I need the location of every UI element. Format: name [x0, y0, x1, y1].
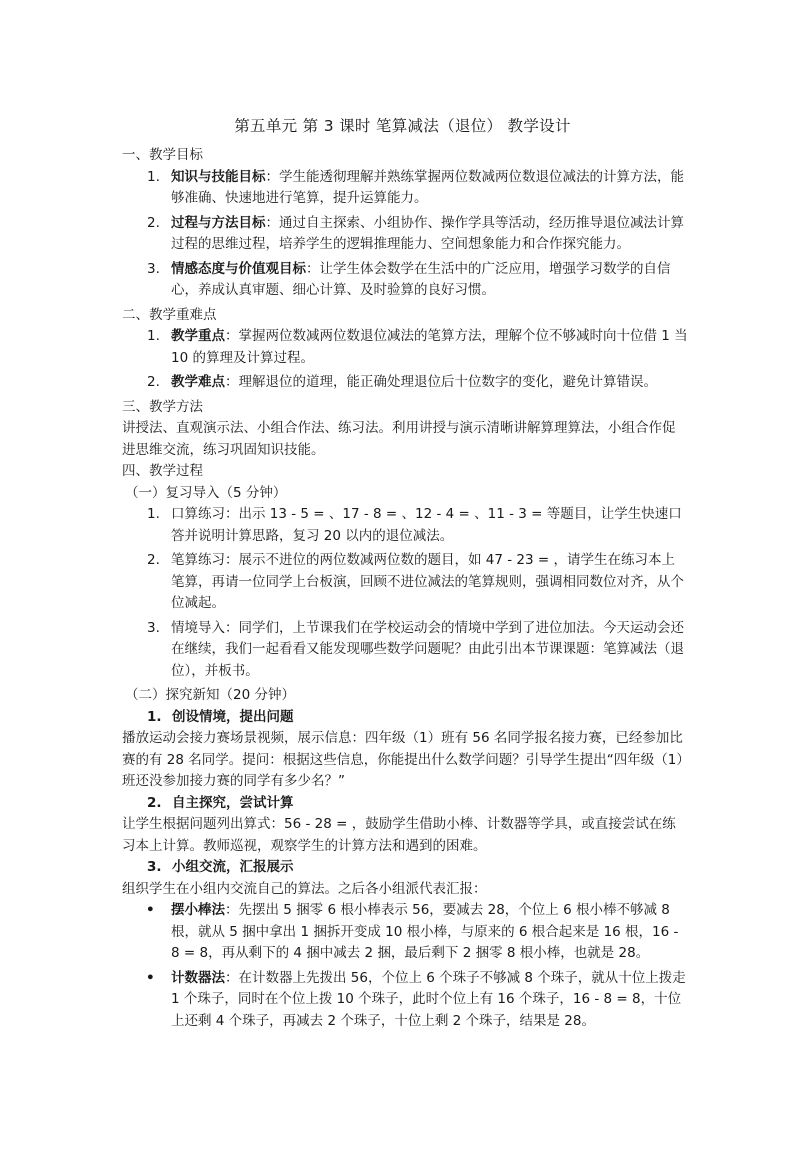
step-title: 小组交流，汇报展示	[172, 859, 294, 875]
step-paragraph: 播放运动会接力赛场景视频，展示信息：四年级（1）班有 56 名同学报名接力赛，已经参加比赛的有 28 名同学。提问：根据这些信息，你能提出什么数学问题？引导学生提出“四年级（1）班还没参加接力赛的同学有多少名？”	[122, 730, 684, 789]
item-text: 口算练习：出示 13 - 5 = 、17 - 8 = 、12 - 4 = 、11 - 3 = 等题目，让学生快速口答并说明计算思路，复习 20 以内的退位减法。	[171, 506, 682, 544]
step-heading	[122, 857, 688, 879]
list-item	[122, 968, 688, 1033]
item-text: ：先摆出 5 捆零 6 根小棒表示 56，要减去 28，个位上 6 根小棒不够减 8 根，就从 5 捆中拿出 1 捆拆开变成 10 根小棒，与原来的 6 根合起来是 16 根，16 - 8 = 8，再从剩下的 4 捆中减去 2 捆，最后剩下 2 捆零 8 根小棒，也就是 28。	[171, 902, 679, 961]
document-body	[122, 145, 688, 1035]
item-number: 3.	[147, 619, 160, 636]
item-label: 计数器法	[171, 969, 225, 986]
item-label: 过程与方法目标	[171, 214, 266, 231]
item-text: ：让学生体会数学在生活中的广泛应用，增强学习数学的自信心，养成认真审题、细心计算、及时验算的良好习惯。	[171, 260, 671, 298]
item-label: 情感态度与价值观目标	[171, 260, 306, 277]
item-text: 笔算练习：展示不进位的两位数减两位数的题目，如 47 - 23 = ，请学生在练习本上笔算，再请一位同学上台板演，回顾不进位减法的笔算规则，强调相同数位对齐，从个位减起。	[171, 552, 684, 611]
item-text: 情境导入：同学们，上节课我们在学校运动会的情境中学到了进位加法。今天运动会还在继续，我们一起看看又能发现哪些数学问题呢？由此引出本节课课题：笔算减法（退位），并板书。	[171, 619, 684, 679]
section-heading-methods: 三、教学方法	[122, 398, 203, 415]
document-title: 第五单元 第 3 课时 笔算减法（退位） 教学设计	[234, 117, 571, 135]
list-item	[122, 618, 688, 683]
step-paragraph: 组织学生在小组内交流自己的算法。之后各小组派代表汇报：	[122, 880, 487, 897]
item-text: ：在计数器上先拨出 56，个位上 6 个珠子不够减 8 个珠子，就从十位上拨走 1 个珠子，同时在个位上拨 10 个珠子，此时个位上有 16 个珠子，16 - 8 = 8，十位上还剩 4 个珠子，再减去 2 个珠子，十位上剩 2 个珠子，结果是 28。	[171, 969, 686, 1029]
item-number: 1.	[147, 506, 160, 522]
list-item	[122, 167, 688, 210]
section-heading-key-points: 二、教学重难点	[122, 306, 217, 323]
step-heading	[122, 707, 688, 729]
subsection-heading-explore: （二）探究新知（20 分钟）	[125, 687, 295, 703]
item-number: 2.	[147, 214, 160, 231]
item-number: 2.	[147, 374, 160, 390]
methods-bullet-list	[122, 900, 688, 1032]
methods-paragraph: 讲授法、直观演示法、小组合作法、练习法。利用讲授与演示清晰讲解算理算法，小组合作促进思维交流，练习巩固知识技能。	[122, 420, 676, 458]
step-title: 创设情境，提出问题	[172, 708, 294, 725]
section-heading-process: 四、教学过程	[122, 463, 203, 479]
item-number: 3.	[147, 260, 160, 277]
step-paragraph: 让学生根据问题列出算式：56 - 28 = ，鼓励学生借助小棒、计数器等学具，或直接尝试在练习本上计算。教师巡视，观察学生的计算方法和遇到的困难。	[122, 816, 676, 854]
item-number: 1.	[147, 168, 160, 185]
step-number: 1.	[147, 708, 162, 725]
subsection-heading-review: （一）复习导入（5 分钟）	[125, 484, 287, 501]
step-title: 自主探究，尝试计算	[172, 794, 294, 811]
bullet-icon: •	[146, 969, 155, 986]
item-number: 2.	[147, 552, 160, 568]
step-number: 3.	[147, 859, 162, 875]
step-heading	[122, 793, 688, 815]
section-heading-objectives: 一、教学目标	[122, 147, 203, 163]
objectives-list	[122, 167, 688, 302]
item-text: ：理解退位的道理，能正确处理退位后十位数字的变化，避免计算错误。	[225, 374, 657, 390]
list-item	[122, 504, 688, 547]
list-item	[122, 259, 688, 302]
item-label: 教学重点	[171, 328, 225, 344]
item-number: 1.	[147, 328, 160, 344]
list-item	[122, 900, 688, 965]
key-points-list	[122, 326, 688, 394]
item-label: 摆小棒法	[171, 902, 225, 918]
item-label: 知识与技能目标	[171, 168, 266, 185]
item-text: ：掌握两位数减两位数退位减法的笔算方法，理解个位不够减时向十位借 1 当 10 的算理及计算过程。	[171, 328, 688, 366]
step-number: 2.	[147, 794, 162, 811]
list-item	[122, 550, 688, 615]
review-list	[122, 504, 688, 682]
list-item	[122, 213, 688, 256]
list-item	[122, 326, 688, 369]
list-item	[122, 372, 688, 394]
item-label: 教学难点	[171, 374, 225, 390]
item-text: ：学生能透彻理解并熟练掌握两位数减两位数退位减法的计算方法，能够准确、快速地进行笔算，提升运算能力。	[171, 168, 684, 206]
bullet-icon: •	[146, 902, 155, 918]
item-text: ：通过自主探索、小组协作、操作学具等活动，经历推导退位减法计算过程的思维过程，培养学生的逻辑推理能力、空间想象能力和合作探究能力。	[171, 214, 684, 252]
